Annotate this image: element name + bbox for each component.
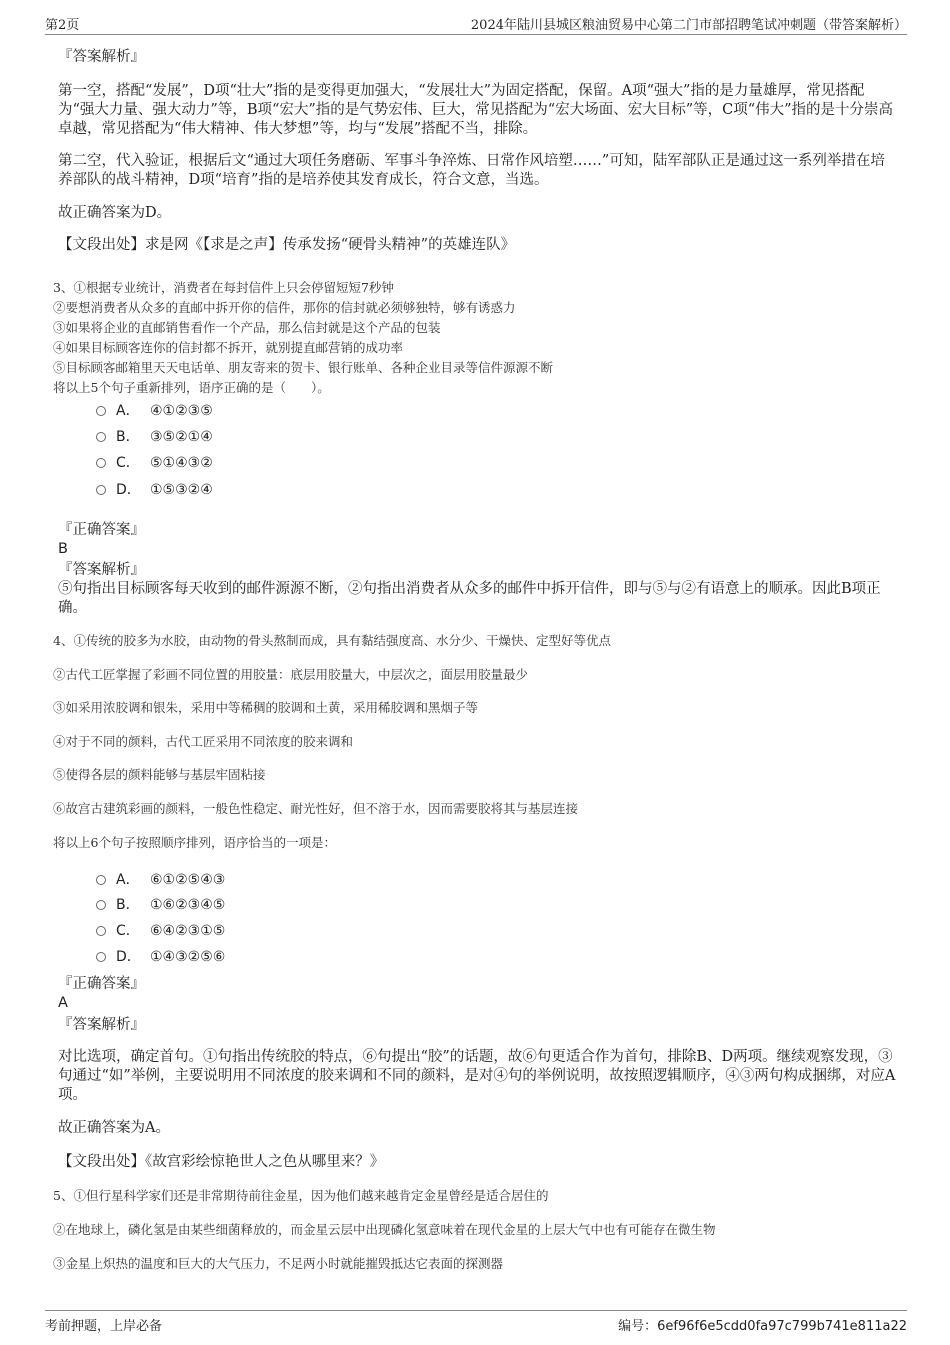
q4-line: ⑥故宫古建筑彩画的颜料，一般色性稳定、耐光性好，但不溶于水，因而需要胶将其与基层连接: [53, 801, 579, 816]
document-id: 编号：6ef96f6e5cdd0fa97c799b741e811a22: [618, 1319, 907, 1334]
q2-conclusion: 故正确答案为D。: [58, 205, 172, 221]
q3-line: ③如果将企业的直邮销售看作一个产品，那么信封就是这个产品的包装: [53, 320, 441, 335]
q4-jiexi-label: 『答案解析』: [58, 1017, 145, 1033]
document-title: 2024年陆川县城区粮油贸易中心第二门市部招聘笔试冲刺题（带答案解析）: [470, 18, 907, 33]
q4-line: ③如采用浓胶调和银朱，采用中等稀稠的胶调和土黄，采用稀胶调和黑烟子等: [53, 700, 479, 715]
q3-option-d[interactable]: D． ①⑤③②④: [96, 481, 213, 499]
q3-line: ⑤目标顾客邮箱里天天电话单、朋友寄来的贺卡、银行账单、各种企业目录等信件源源不断: [53, 360, 554, 375]
q4-line: 4、①传统的胶多为水胶，由动物的骨头熬制而成，具有黏结强度高、水分少、干燥快、定型好等优点: [53, 633, 611, 648]
q4-line: ⑤使得各层的颜料能够与基层牢固粘接: [53, 767, 266, 782]
q4-line: ④对于不同的颜料，古代工匠采用不同浓度的胶来调和: [53, 734, 354, 749]
radio-icon[interactable]: [96, 900, 106, 910]
q4-conclusion: 故正确答案为A。: [58, 1120, 170, 1136]
q3-jiexi-label: 『答案解析』: [58, 562, 145, 578]
q4-answer-label: 『正确答案』: [58, 976, 145, 992]
q4-option-c[interactable]: C． ⑥④②③①⑤: [96, 922, 225, 940]
q3-prompt: 将以上5个句子重新排列，语序正确的是（ ）。: [53, 380, 330, 395]
q4-option-d[interactable]: D． ①④③②⑤⑥: [96, 948, 225, 966]
q2-jiexi-label: 『答案解析』: [58, 49, 145, 65]
q3-line: ④如果目标顾客连你的信封都不拆开，就别提直邮营销的成功率: [53, 340, 404, 355]
q3-line: ②要想消费者从众多的直邮中拆开你的信件，那你的信封就必须够独特，够有诱惑力: [53, 300, 516, 315]
radio-icon[interactable]: [96, 432, 106, 442]
q3-analysis: ⑤句指出目标顾客每天收到的邮件源源不断，②句指出消费者从众多的邮件中拆开信件，即与⑤与②有语意上的顺承。因此B项正确。: [58, 581, 881, 616]
q2-source: 【文段出处】求是网《【求是之声】传承发扬“硬骨头精神”的英雄连队》: [58, 237, 516, 253]
q5-line: ②在地球上，磷化氢是由某些细菌释放的，而金星云层中出现磷化氢意味着在现代金星的上层大气中也有可能存在微生物: [53, 1222, 716, 1237]
q2-analysis-para1: 第一空，搭配“发展”，D项“壮大”指的是变得更加强大，“发展壮大”为固定搭配，保留。A项“强大”指的是力量雄厚，常见搭配为“强大力量、强大动力”等，B项“宏大”指的是气势宏伟、巨大，常见搭配为“宏大场面、宏大目标”等，C项“伟大”指的是十分崇高卓越，常见搭配为“伟大精神、伟大梦想”等，均与“发展”搭配不当，排除。: [58, 83, 894, 137]
page-number: 第2页: [45, 18, 80, 33]
radio-icon[interactable]: [96, 458, 106, 468]
q3-option-c[interactable]: C． ⑤①④③②: [96, 454, 213, 472]
radio-icon[interactable]: [96, 952, 106, 962]
q4-line: ②古代工匠掌握了彩画不同位置的用胶量：底层用胶量大，中层次之，面层用胶量最少: [53, 667, 529, 682]
q4-option-b[interactable]: B． ①⑥②③④⑤: [96, 896, 225, 914]
q5-line: ③金星上炽热的温度和巨大的大气压力，不足两小时就能摧毁抵达它表面的探测器: [53, 1256, 504, 1271]
q2-analysis-para2: 第二空，代入验证，根据后文“通过大项任务磨砺、军事斗争淬炼、日常作风培塑……”可知，陆军部队正是通过这一系列举措在培养部队的战斗精神，D项“培育”指的是培养使其发育成长，符合文意，当选。: [58, 153, 885, 188]
footer-slogan: 考前押题，上岸必备: [45, 1319, 163, 1334]
q3-option-a[interactable]: A． ④①②③⑤: [96, 402, 213, 420]
q3-answer: B: [58, 541, 68, 557]
radio-icon[interactable]: [96, 875, 106, 885]
q3-option-b[interactable]: B． ③⑤②①④: [96, 428, 213, 446]
q4-analysis: 对比选项，确定首句。①句指出传统胶的特点，⑥句提出“胶”的话题，故⑥句更适合作为首句，排除B、D两项。继续观察发现，③句通过“如”举例，主要说明用不同浓度的胶来调和不同的颜料，是对④句的举例说明，故按照逻辑顺序，④③两句构成捆绑，对应A项。: [58, 1049, 896, 1103]
q3-line: 3、①根据专业统计，消费者在每封信件上只会停留短短7秒钟: [53, 280, 394, 295]
q4-source: 【文段出处】《故宫彩绘惊艳世人之色从哪里来？》: [58, 1154, 385, 1170]
q5-line: 5、①但行星科学家们还是非常期待前往金星，因为他们越来越肯定金星曾经是适合居住的: [53, 1188, 549, 1203]
q3-answer-label: 『正确答案』: [58, 522, 145, 538]
q4-option-a[interactable]: A． ⑥①②⑤④③: [96, 871, 225, 889]
q4-answer: A: [58, 995, 68, 1011]
page-header: [45, 14, 907, 35]
q4-prompt: 将以上6个句子按照顺序排列，语序恰当的一项是：: [53, 835, 336, 850]
radio-icon[interactable]: [96, 926, 106, 936]
page-footer: [45, 1310, 907, 1334]
radio-icon[interactable]: [96, 406, 106, 416]
radio-icon[interactable]: [96, 485, 106, 495]
